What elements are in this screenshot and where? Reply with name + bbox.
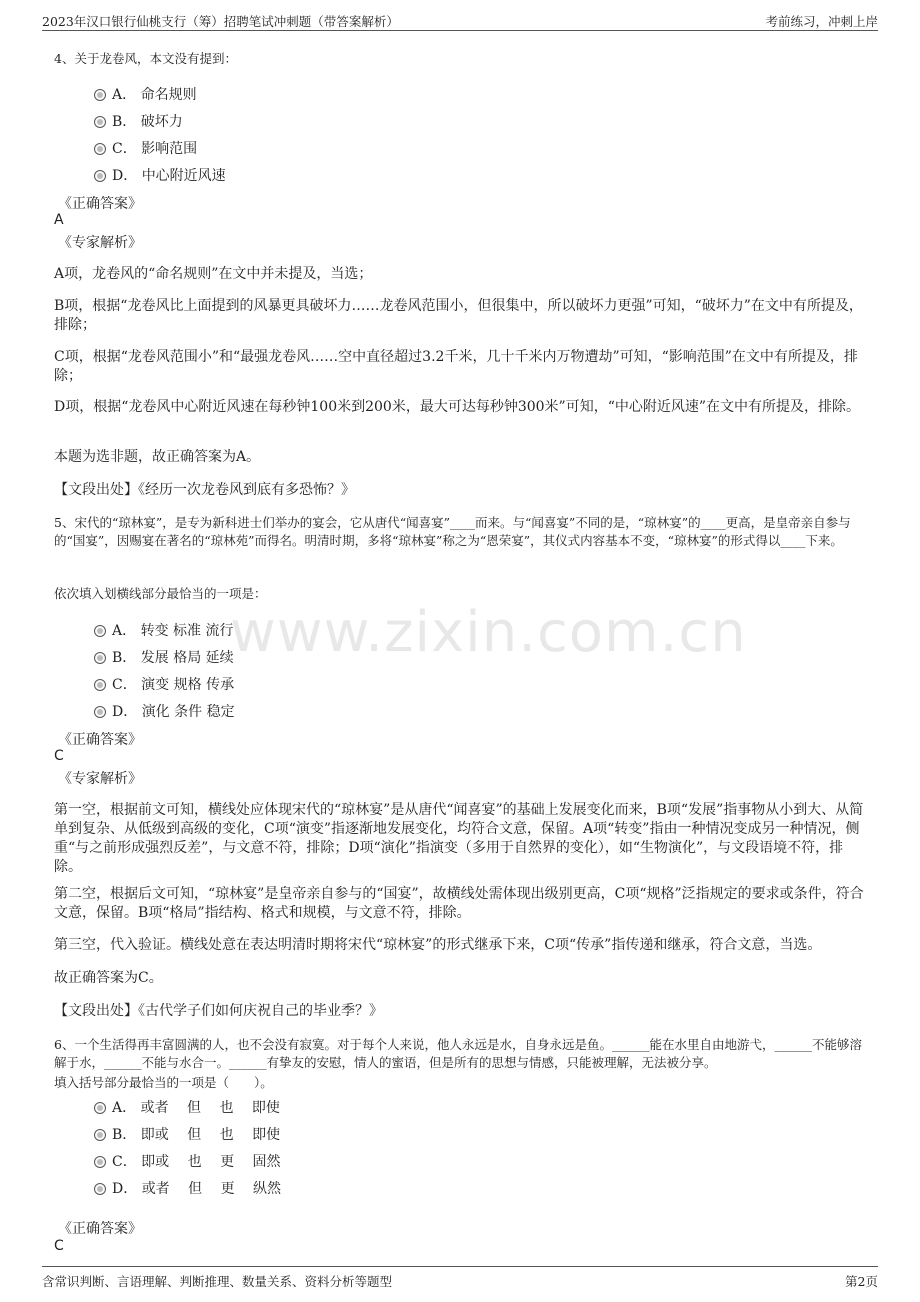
q5-option-b[interactable] (94, 647, 234, 667)
option-letter: B． (112, 650, 137, 666)
option-text: 命名规则 (140, 87, 197, 103)
q4-option-a[interactable] (94, 84, 197, 104)
option-text: 影响范围 (141, 141, 198, 157)
radio-icon[interactable] (94, 89, 106, 101)
option-letter: C． (112, 1154, 137, 1170)
q6-option-d[interactable] (94, 1178, 281, 1198)
option-text: 中心附近风速 (141, 168, 226, 184)
q5-answer-label: 《正确答案》 (58, 732, 142, 748)
option-text: 破坏力 (140, 114, 183, 130)
option-letter: A． (112, 623, 137, 639)
radio-icon[interactable] (94, 1156, 106, 1168)
option-letter: A． (112, 1100, 137, 1116)
q5-analysis-label: 《专家解析》 (58, 771, 142, 787)
option-text: 演化 条件 稳定 (141, 704, 235, 720)
page-footer (42, 1266, 878, 1293)
option-text: 即或 也 更 固然 (141, 1154, 281, 1170)
radio-icon[interactable] (94, 116, 106, 128)
q4-conclusion: 本题为选非题，故正确答案为A。 (54, 449, 261, 465)
q4-analysis-label: 《专家解析》 (58, 235, 142, 251)
q5-option-a[interactable] (94, 620, 233, 640)
option-text: 或者 但 更 纵然 (141, 1181, 282, 1197)
radio-icon[interactable] (94, 143, 106, 155)
q4-analysis-a: A项，龙卷风的“命名规则”在文中并未提及，当选； (54, 266, 373, 282)
q5-analysis-3: 第三空，代入验证。横线处意在表达明清时期将宋代“琼林宴”的形式继承下来，C项“传承”指传递和继承，符合文意，当选。 (54, 937, 822, 953)
q5-analysis-1: 第一空，根据前文可知，横线处应体现宋代的“琼林宴”是从唐代“闻喜宴”的基础上发展变化而来，B项“发展”指事物从小到大、从简单到复杂、从低级到高级的变化，C项“演变”指逐渐地发展变化，均符合文意，保留。A项“转变”指由一种情况变成另一种情况，侧重“与之前形成强烈反差”，与文意不符，排除；D项“演化”指演变（多用于自然界的变化），如“生物演化”，与文段语境不符，排除。 (54, 802, 864, 875)
q4-analysis-d: D项，根据“龙卷风中心附近风速在每秒钟100米到200米，最大可达每秒钟300米”可知，“中心附近风速”在文中有所提及，排除。 (54, 399, 861, 415)
q6-answer-label: 《正确答案》 (58, 1221, 142, 1237)
question-5-stem: 5、宋代的“琼林宴”，是专为新科进士们举办的宴会，它从唐代“闻喜宴”____而来。与“闻喜宴”不同的是，“琼林宴”的____更高，是皇帝亲自参与的“国宴”，因赐宴在著名的“琼林苑”而得名。明清时期，多将“琼林宴”称之为“恩荣宴”，其仪式内容基本不变，“琼林宴”的形式得以____下来。 (54, 515, 851, 548)
q4-option-d[interactable] (94, 165, 226, 185)
q5-analysis-2: 第二空，根据后文可知，“琼林宴”是皇帝亲自参与的“国宴”，故横线处需体现出级别更高，C项“规格”泛指规定的要求或条件，符合文意，保留。B项“格局”指结构、格式和规模，与文意不符，排除。 (54, 886, 864, 921)
footer-topics: 含常识判断、言语理解、判断推理、数量关系、资料分析等题型 (42, 1274, 393, 1289)
header-slogan: 考前练习，冲刺上岸 (765, 14, 878, 29)
question-6-prompt: 填入括号部分最恰当的一项是（ ）。 (54, 1075, 273, 1090)
q6-option-c[interactable] (94, 1151, 281, 1171)
option-letter: A． (112, 87, 137, 103)
question-5-prompt: 依次填入划横线部分最恰当的一项是： (54, 586, 267, 601)
q6-option-b[interactable] (94, 1124, 280, 1144)
radio-icon[interactable] (94, 652, 106, 664)
option-letter: C． (112, 677, 137, 693)
option-letter: D． (112, 1181, 138, 1197)
radio-icon[interactable] (94, 706, 106, 718)
q6-option-a[interactable] (94, 1097, 280, 1117)
q6-answer: C (54, 1238, 64, 1254)
q4-analysis-c: C项，根据“龙卷风范围小”和“最强龙卷风……空中直径超过3.2千米，几十千米内万物遭劫”可知，“影响范围”在文中有所提及，排除； (54, 349, 858, 384)
option-letter: D． (112, 168, 138, 184)
option-text: 发展 格局 延续 (140, 650, 234, 666)
q5-option-c[interactable] (94, 674, 234, 694)
option-text: 即或 但 也 即使 (140, 1127, 281, 1143)
option-text: 或者 但 也 即使 (140, 1100, 280, 1116)
q5-answer: C (54, 748, 64, 764)
q4-source: 【文段出处】《经历一次龙卷风到底有多恐怖？》 (54, 482, 355, 498)
question-6-stem: 6、一个生活得再丰富圆满的人，也不会没有寂寞。对于每个人来说，他人永远是水，自身永远是鱼。______能在水里自由地游弋，______不能够溶解于水，______不能与水合一。______有挚友的安慰，情人的蜜语，但是所有的思想与情感，只能被理解，无法被分享。 (54, 1037, 862, 1070)
q4-answer-label: 《正确答案》 (58, 196, 142, 212)
radio-icon[interactable] (94, 679, 106, 691)
radio-icon[interactable] (94, 625, 106, 637)
q4-analysis-b: B项，根据“龙卷风比上面提到的风暴更具破坏力……龙卷风范围小，但很集中，所以破坏力更强”可知，“破坏力”在文中有所提及，排除； (54, 298, 863, 333)
q5-option-d[interactable] (94, 701, 235, 721)
option-letter: B． (112, 114, 137, 130)
q4-option-c[interactable] (94, 138, 197, 158)
radio-icon[interactable] (94, 1129, 106, 1141)
radio-icon[interactable] (94, 170, 106, 182)
watermark: www.zixin.com.cn (230, 600, 747, 665)
radio-icon[interactable] (94, 1183, 106, 1195)
option-letter: D． (112, 704, 138, 720)
document-title: 2023年汉口银行仙桃支行（筹）招聘笔试冲刺题（带答案解析） (42, 14, 399, 29)
q4-option-b[interactable] (94, 111, 183, 131)
page-number: 第2页 (845, 1274, 878, 1289)
option-text: 转变 标准 流行 (140, 623, 234, 639)
page-header (42, 8, 878, 31)
option-letter: C． (112, 141, 137, 157)
q5-conclusion: 故正确答案为C。 (54, 970, 163, 986)
q4-answer: A (54, 212, 64, 228)
question-4-stem: 4、关于龙卷风，本文没有提到： (54, 51, 237, 66)
q5-source: 【文段出处】《古代学子们如何庆祝自己的毕业季？》 (54, 1003, 383, 1019)
option-letter: B． (112, 1127, 137, 1143)
option-text: 演变 规格 传承 (141, 677, 235, 693)
radio-icon[interactable] (94, 1102, 106, 1114)
